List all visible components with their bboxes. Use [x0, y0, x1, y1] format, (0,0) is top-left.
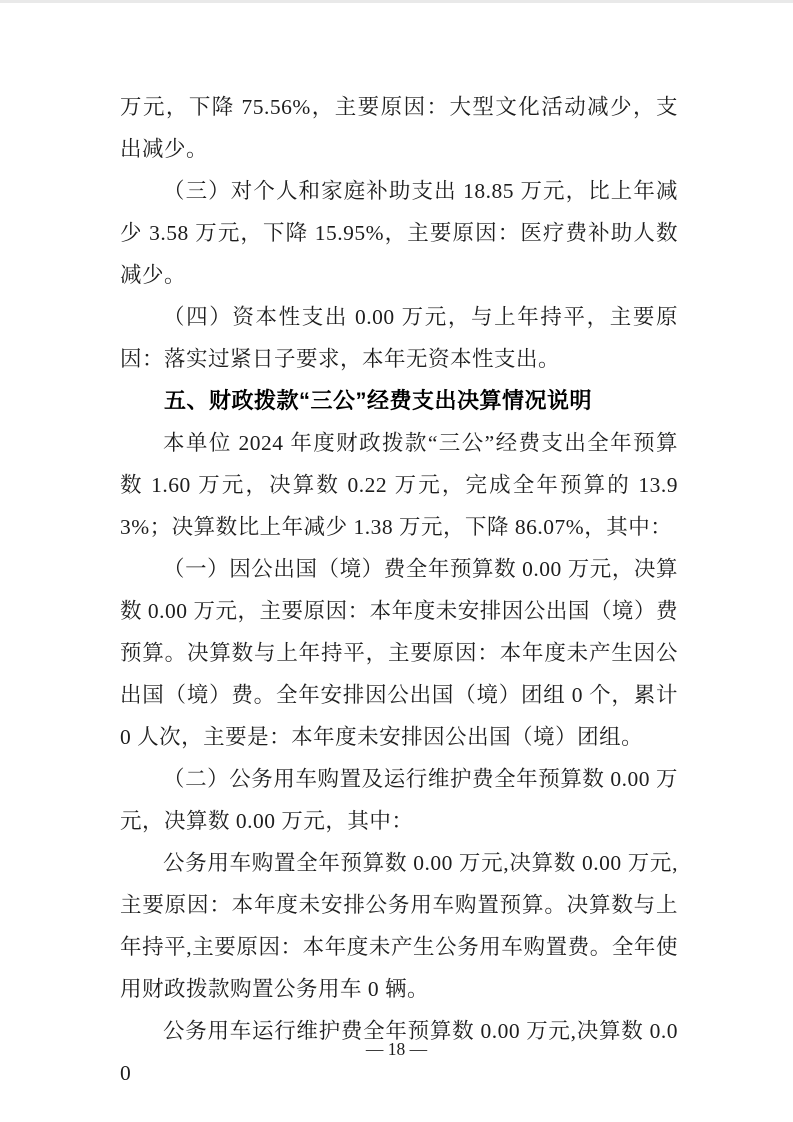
- document-body: [120, 86, 678, 1094]
- page-top-edge-line: [0, 0, 793, 3]
- page-number: — 18 —: [365, 1039, 428, 1059]
- paragraph-item-three: （三）对个人和家庭补助支出 18.85 万元，比上年减少 3.58 万元，下降 15.95%，主要原因：医疗费补助人数减少。: [120, 179, 678, 287]
- paragraph-vehicle-purchase: 公务用车购置全年预算数 0.00 万元,决算数 0.00 万元,主要原因：本年度未安排公务用车购置预算。决算数与上年持平,主要原因：本年度未产生公务用车购置费。全年使用财政拨款购置公务用车 0 辆。: [120, 851, 678, 1001]
- paragraph-item-four: （四）资本性支出 0.00 万元，与上年持平，主要原因：落实过紧日子要求，本年无资本性支出。: [120, 305, 678, 371]
- paragraph-overview-sangong: 本单位 2024 年度财政拨款“三公”经费支出全年预算数 1.60 万元，决算数 0.22 万元，完成全年预算的 13.93%；决算数比上年减少 1.38 万元，下降 86.07%，其中：: [120, 431, 678, 539]
- paragraph-vehicle-maintenance: 公务用车运行维护费全年预算数 0.00 万元,决算数 0.00: [120, 1019, 678, 1085]
- paragraph-continuation: 万元，下降 75.56%，主要原因：大型文化活动减少，支出减少。: [120, 95, 678, 161]
- paragraph-item-two-vehicle-fee: （二）公务用车购置及运行维护费全年预算数 0.00 万元，决算数 0.00 万元，其中：: [120, 767, 678, 833]
- section-heading-five: 五、财政拨款“三公”经费支出决算情况说明: [164, 388, 593, 413]
- paragraph-item-one-abroad-fee: （一）因公出国（境）费全年预算数 0.00 万元，决算数 0.00 万元，主要原因：本年度未安排因公出国（境）费预算。决算数与上年持平，主要原因：本年度未产生因公出国（境）费。全年安排因公出国（境）团组 0 个，累计 0 人次，主要是：本年度未安排因公出国（境）团组。: [120, 557, 678, 749]
